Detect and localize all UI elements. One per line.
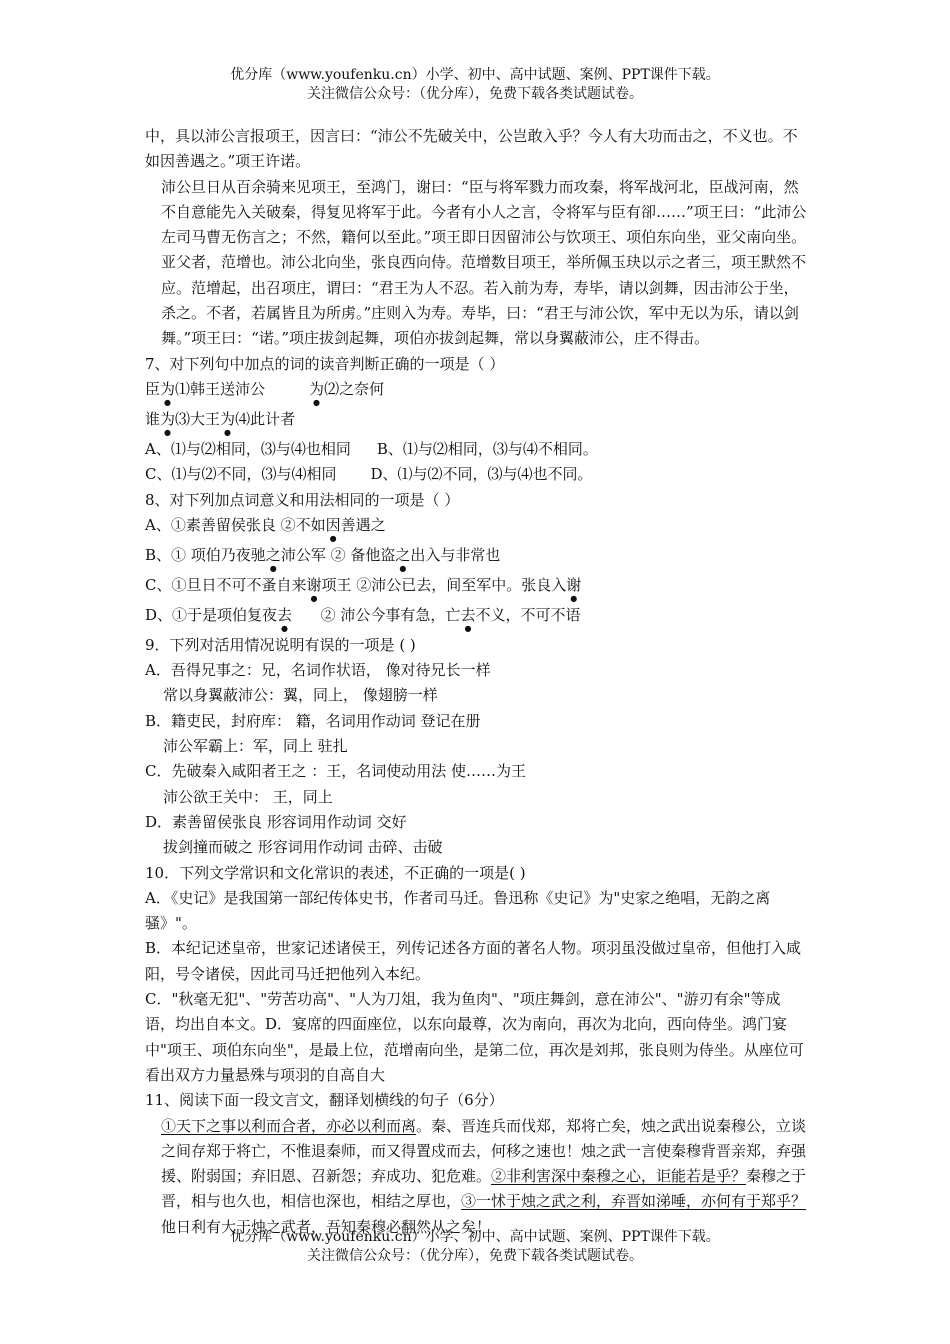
question-7-sentence-1: 臣为⑴韩王送沛公 为⑵之奈何 bbox=[145, 379, 385, 398]
question-9-option-b: B．籍吏民，封府库： 籍，名词用作动词 登记在册 bbox=[145, 711, 481, 730]
question-8-option-b: B、① 项伯乃夜驰之沛公军 ② 备他盗之出入与非常也 bbox=[145, 545, 501, 564]
underlined-sentence-2: ②非利害深中秦穆之心，讵能若是乎？ bbox=[491, 1167, 747, 1186]
question-10-stem: 10．下列文学常识和文化常识的表述，不正确的一项是( ) bbox=[145, 863, 526, 882]
underlined-sentence-1: ①天下之事以利而合者，亦必以利而离 bbox=[161, 1116, 417, 1135]
header-line-1: 优分库（www.youfenku.cn）小学、初中、高中试题、案例、PPT课件下载。 bbox=[230, 67, 720, 83]
question-8-stem: 8、对下列加点词意义和用法相同的一项是（ ） bbox=[145, 490, 460, 509]
dotted-word: 为 bbox=[160, 409, 176, 428]
dotted-word: 为 bbox=[160, 379, 176, 398]
question-9-stem: 9．下列对活用情况说明有误的一项是 ( ) bbox=[145, 635, 416, 654]
passage-paragraph-1: 中，具以沛公言报项王，因言曰：“沛公不先破关中，公岂敢入乎？今人有大功而击之，不义也。不如因善遇之。”项王许诺。 bbox=[145, 127, 798, 171]
question-10-option-b: B．本纪记述皇帝，世家记述诸侯王，列传记述各方面的著名人物。项羽虽没做过皇帝，但他打入咸阳，号令诸侯，因此司马迁把他列入本纪。 bbox=[145, 939, 802, 983]
underlined-sentence-3: ③一怵于烛之武之利，弃晋如涕唾，亦何有于郑乎？ bbox=[461, 1192, 807, 1211]
question-8-option-d: D、①于是项伯复夜去 ② 沛公今事有急，亡去不义，不可不语 bbox=[145, 605, 581, 624]
option-a: A、⑴与⑵相同，⑶与⑷也相同 bbox=[145, 439, 351, 458]
passage-paragraph-2: 沛公旦日从百余骑来见项王，至鸿门，谢曰：“臣与将军戮力而攻秦，将军战河北，臣战河南，然不自意能先入关破秦，得复见将军于此。今者有小人之言，令将军与臣有卻……”项王曰：“此沛公左司马曹无伤言之；不然，籍何以至此。”项王即日因留沛公与饮项王、项伯东向坐，亚父南向坐。亚父者，范增也。沛公北向坐，张良西向侍。范增数目项王，举所佩玉玦以示之者三，项王默然不应。范增起，出召项庄，谓曰：“君王为人不忍。若入前为寿，寿毕，请以剑舞，因击沛公于坐，杀之。不者，若属皆且为所虏。”庄则入为寿。寿毕，曰：“君王与沛公饮，军中无以为乐，请以剑舞。”项王曰：“诺。”项庄拔剑起舞，项伯亦拔剑起舞，常以身翼蔽沛公，庄不得击。 bbox=[161, 177, 807, 348]
document-body bbox=[145, 124, 810, 1240]
question-7-options-ab bbox=[145, 437, 810, 462]
question-8-option-a: A、①素善留侯张良 ②不如因善遇之 bbox=[145, 515, 386, 534]
question-9-option-c-2: 沛公欲王关中： 王，同上 bbox=[163, 787, 333, 806]
header-line-2: 关注微信公众号：（优分库），免费下载各类试题试卷。 bbox=[307, 86, 643, 102]
option-c: C、⑴与⑵不同，⑶与⑷相同 bbox=[145, 465, 337, 484]
question-11-stem: 11、阅读下面一段文言文，翻译划横线的句子（6分） bbox=[145, 1091, 504, 1110]
page-header bbox=[0, 66, 950, 104]
question-9-option-d: D．素善留侯张良 形容词用作动词 交好 bbox=[145, 812, 407, 831]
footer-line-2: 关注微信公众号：（优分库），免费下载各类试题试卷。 bbox=[307, 1248, 643, 1264]
question-9-option-c: C．先破秦入咸阳者王之 ：王，名词使动用法 使……为王 bbox=[145, 762, 527, 781]
question-10-option-cd: C．"秋毫无犯"、"劳苦功高"、"人为刀俎，我为鱼肉"、"项庄舞剑，意在沛公"、"游刃有余"等成语，均出自本文。D．宴席的四面座位，以东向最尊，次为南向，再次为北向，西向侍坐。鸿门宴中"项王、项伯东向坐"，是最上位，范增南向坐，是第二位，再次是刘邦，张良则为侍坐。从座位可看出双方力量悬殊与项羽的自高自大 bbox=[145, 990, 804, 1084]
dotted-word: 为 bbox=[220, 409, 236, 428]
question-11-passage: ①天下之事以利而合者，亦必以利而离。秦、晋连兵而伐郑，郑将亡矣，烛之武出说秦穆公，立谈之间存郑于将亡，不惟退秦师，而又得置戍而去，何移之速也！烛之武一言使秦穆背晋亲郑，弃强援、附弱国；弃旧恩、召新怨；弃成功、犯危难。②非利害深中秦穆之心，讵能若是乎？秦穆之于晋，相与也久也，相信也深也，相结之厚也，③一怵于烛之武之利，弃晋如涕唾，亦何有于郑乎？他日利有大于烛之武者，吾知秦穆必翻然从之矣！ bbox=[161, 1116, 807, 1236]
footer-line-1: 优分库（www.youfenku.cn）小学、初中、高中试题、案例、PPT课件下载。 bbox=[230, 1229, 720, 1245]
question-9-option-a-2: 常以身翼蔽沛公：翼，同上， 像翅膀一样 bbox=[163, 686, 438, 705]
question-7-sentence-2: 谁为⑶大王为⑷此计者 bbox=[145, 409, 296, 428]
question-9-option-a: A．吾得兄事之：兄，名词作状语， 像对待兄长一样 bbox=[145, 661, 491, 680]
option-b: B、⑴与⑵相同，⑶与⑷不相同。 bbox=[376, 439, 598, 458]
option-d: D、⑴与⑵不同，⑶与⑷也不同。 bbox=[370, 465, 593, 484]
dotted-word: 为 bbox=[309, 379, 325, 398]
question-7-stem: 7、对下列句中加点的词的读音判断正确的一项是（ ） bbox=[145, 354, 505, 373]
question-9-option-d-2: 拔剑撞而破之 形容词用作动词 击碎、击破 bbox=[163, 838, 443, 857]
question-10-option-a: A．《史记》是我国第一部纪传体史书，作者司马迁。鲁迅称《史记》为"史家之绝唱，无韵之离骚》"。 bbox=[145, 888, 771, 933]
question-9-option-b-2: 沛公军霸上：军，同上 驻扎 bbox=[163, 737, 348, 756]
question-8-option-c: C、①旦日不可不蚤自来谢项王 ②沛公已去，间至军中。张良入谢 bbox=[145, 575, 582, 594]
page-footer bbox=[0, 1228, 950, 1266]
question-7-options-cd bbox=[145, 462, 810, 487]
